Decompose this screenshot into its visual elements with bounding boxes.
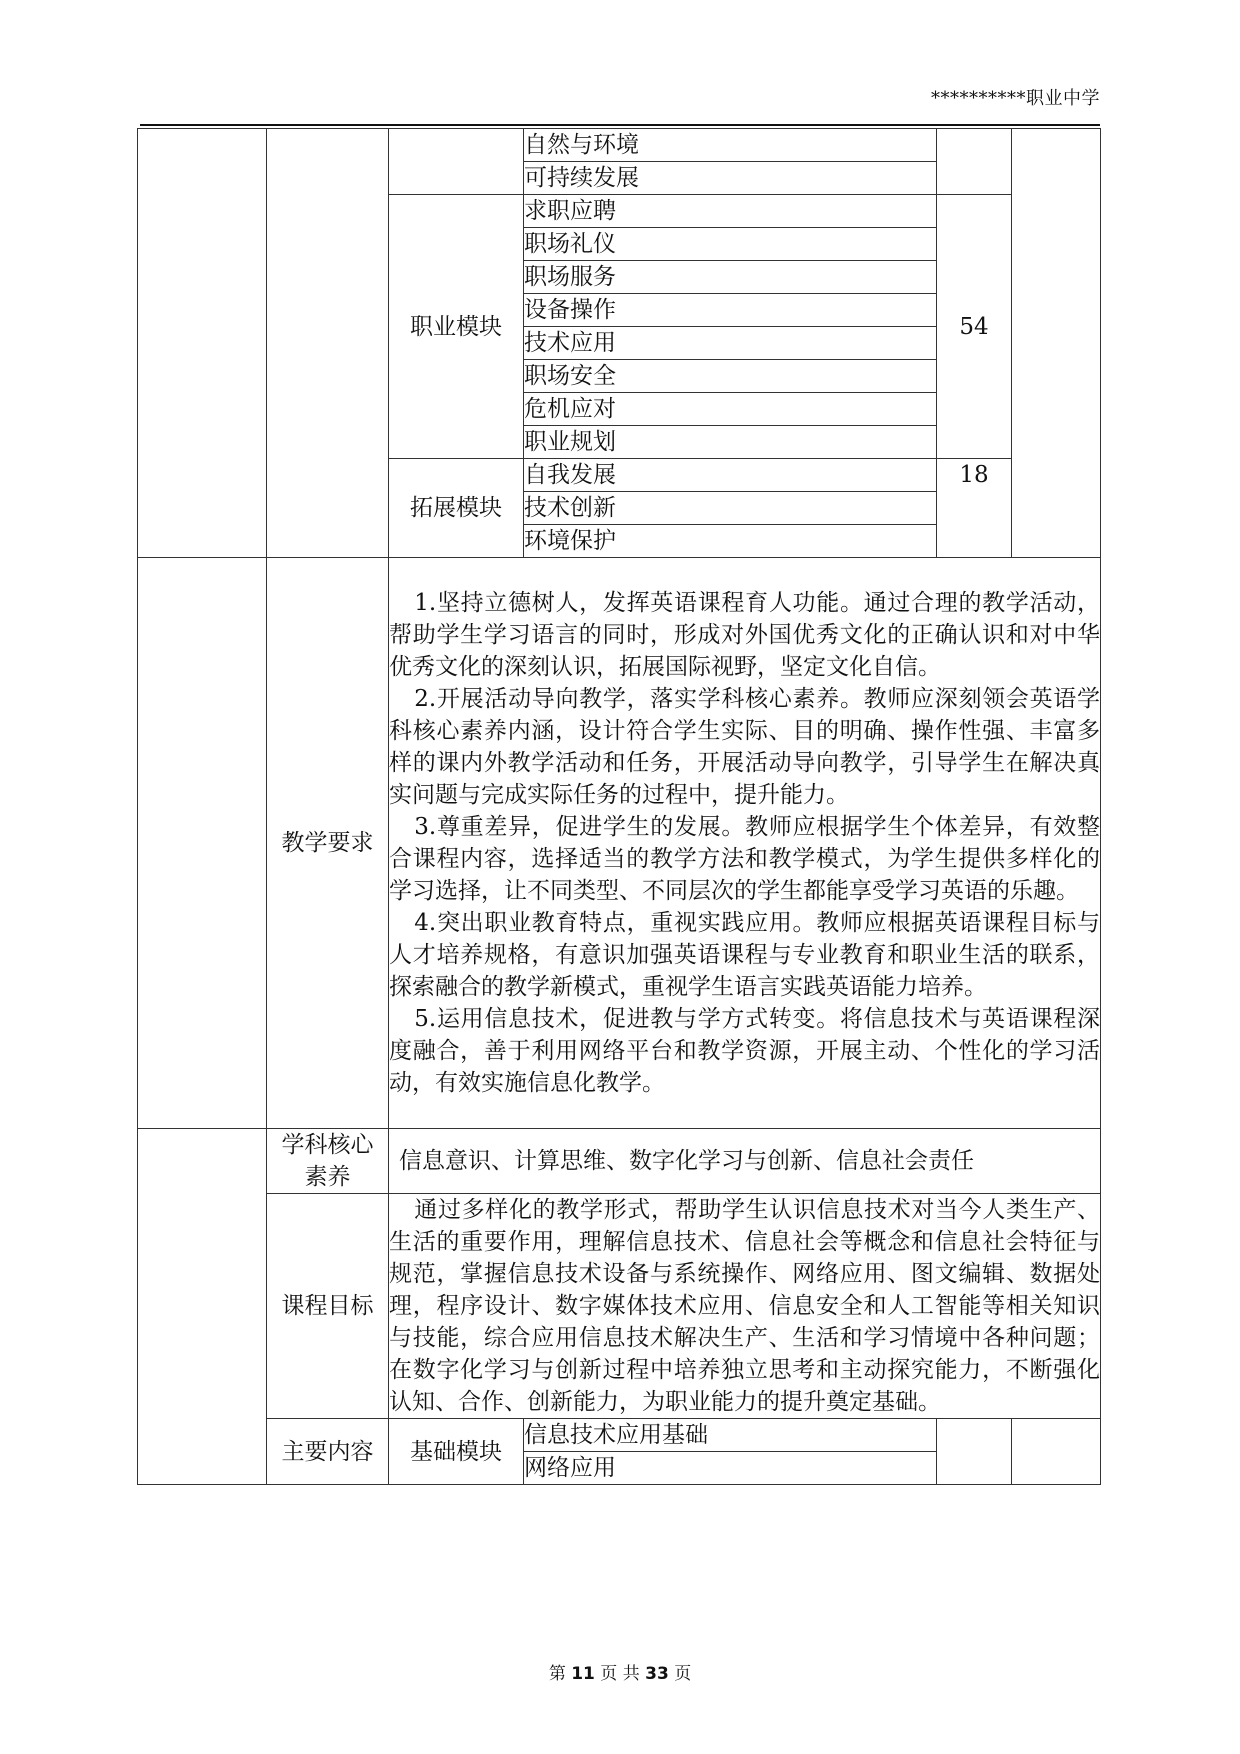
list-item: 环境保护 (524, 525, 937, 558)
table-row (138, 129, 1101, 162)
list-item: 职场服务 (524, 261, 937, 294)
footer-prefix: 第 (548, 1664, 566, 1684)
hours-blank-cell (937, 129, 1012, 195)
paragraph: 通过多样化的教学形式，帮助学生认识信息技术对当今人类生产、生活的重要作用，理解信息技术、信息社会等概念和信息社会特征与规范，掌握信息技术设备与系统操作、网络应用、图文编辑、数据处理，程序设计、数字媒体技术应用、信息安全和人工智能等相关知识与技能，综合应用信息技术解决生产、生活和学习情境中各种问题；在数字化学习与创新过程中培养独立思考和主动探究能力，不断强化认知、合作、创新能力，为职业能力的提升奠定基础。 (389, 1197, 1100, 1415)
basic-module-label: 基础模块 (389, 1419, 524, 1485)
list-item: 求职应聘 (524, 195, 937, 228)
table-row (138, 558, 1101, 1129)
core-literacy-label-line: 学科核心 (281, 1132, 374, 1158)
footer-total-pages: 33 (645, 1664, 669, 1684)
paragraph: 4.突出职业教育特点，重视实践应用。教师应根据英语课程目标与人才培养规格，有意识加强英语课程与专业教育和职业生活的联系，探索融合的教学新模式，重视学生语言实践英语能力培养。 (389, 910, 1100, 1000)
footer-page-number: 11 (571, 1664, 595, 1684)
course-goals-content (389, 1194, 1101, 1419)
list-item: 信息技术应用基础 (524, 1419, 937, 1452)
vocational-module-hours: 54 (937, 195, 1012, 459)
course-goals-label: 课程目标 (267, 1194, 389, 1419)
list-item: 设备操作 (524, 294, 937, 327)
paragraph: 5.运用信息技术，促进教与学方式转变。将信息技术与英语课程深度融合，善于利用网络平台和教学资源，开展主动、个性化的学习活动，有效实施信息化教学。 (389, 1006, 1100, 1096)
expansion-module-label: 拓展模块 (389, 459, 524, 558)
list-item: 危机应对 (524, 393, 937, 426)
list-item: 技术创新 (524, 492, 937, 525)
core-literacy-content: 信息意识、计算思维、数字化学习与创新、信息社会责任 (389, 1129, 1101, 1194)
curriculum-table (137, 128, 1101, 1485)
paragraph: 3.尊重差异，促进学生的发展。教师应根据学生个体差异，有效整合课程内容，选择适当的教学方法和教学模式，为学生提供多样化的学习选择，让不同类型、不同层次的学生都能享受学习英语的乐趣。 (389, 814, 1100, 904)
teaching-requirements-label: 教学要求 (267, 558, 389, 1129)
remarks-blank-cell (1012, 1419, 1101, 1485)
page-footer (0, 1659, 1240, 1684)
table-row (138, 1419, 1101, 1452)
list-item: 技术应用 (524, 327, 937, 360)
list-item: 网络应用 (524, 1452, 937, 1485)
expansion-module-hours: 18 (937, 459, 1012, 558)
teaching-requirements-content (389, 558, 1101, 1129)
category-blank-cell (267, 129, 389, 558)
paragraph: 2.开展活动导向教学，落实学科核心素养。教师应深刻领会英语学科核心素养内涵，设计符合学生实际、目的明确、操作性强、丰富多样的课内外教学活动和任务，开展活动导向教学，引导学生在解决真实问题与完成实际任务的过程中，提升能力。 (389, 686, 1100, 808)
footer-mid: 页 共 (600, 1664, 640, 1684)
header-rule (140, 124, 1100, 126)
list-item: 职业规划 (524, 426, 937, 459)
list-item: 自然与环境 (524, 129, 937, 162)
list-item: 职场礼仪 (524, 228, 937, 261)
page-header-school: **********职业中学 (931, 88, 1100, 109)
module-blank-cell (389, 129, 524, 195)
hours-blank-cell (937, 1419, 1012, 1485)
list-item: 可持续发展 (524, 162, 937, 195)
outer-blank-cell (138, 129, 267, 558)
core-literacy-label (267, 1129, 389, 1194)
paragraph: 1.坚持立德树人，发挥英语课程育人功能。通过合理的教学活动，帮助学生学习语言的同时，形成对外国优秀文化的正确认识和对中华优秀文化的深刻认识，拓展国际视野，坚定文化自信。 (389, 590, 1100, 680)
main-content-label: 主要内容 (267, 1419, 389, 1485)
vocational-module-label: 职业模块 (389, 195, 524, 459)
table-row (138, 1129, 1101, 1194)
remarks-blank-cell (1012, 129, 1101, 558)
list-item: 自我发展 (524, 459, 937, 492)
outer-blank-cell (138, 558, 267, 1129)
core-literacy-label-line: 素养 (304, 1164, 351, 1190)
course-name-blank-cell (138, 1129, 267, 1485)
footer-suffix: 页 (674, 1664, 692, 1684)
list-item: 职场安全 (524, 360, 937, 393)
table-row (138, 1194, 1101, 1419)
